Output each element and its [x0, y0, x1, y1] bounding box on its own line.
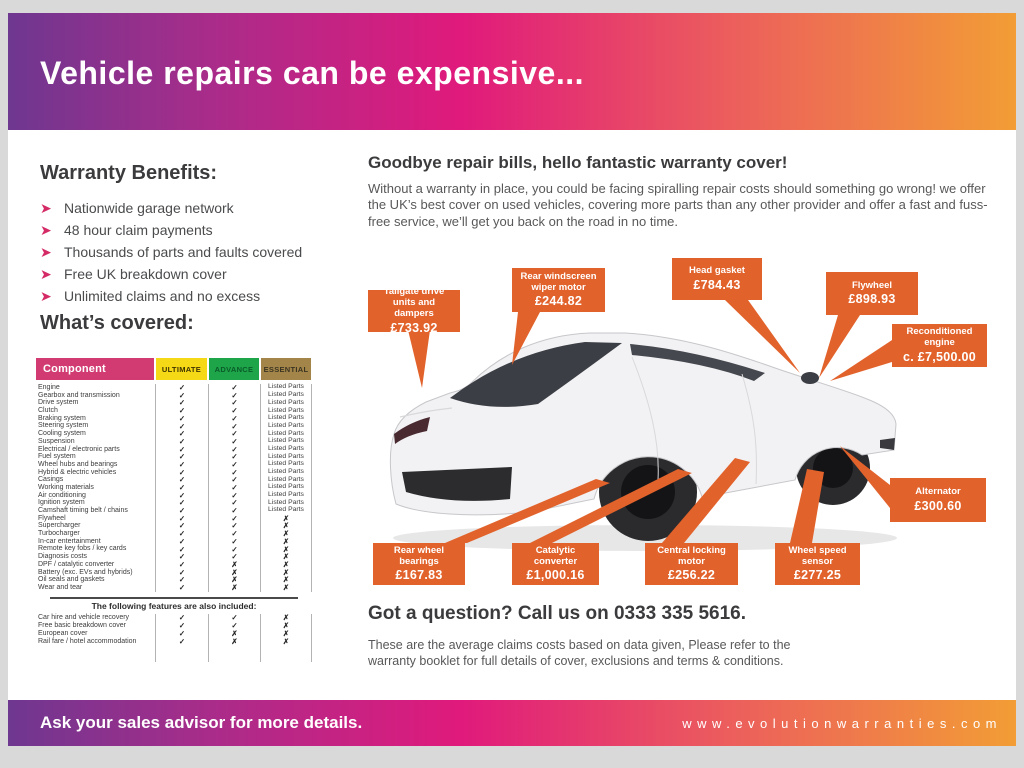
component-name: Fuel system	[38, 453, 76, 461]
check-icon: ✓	[178, 612, 186, 622]
table-row	[36, 522, 312, 530]
check-icon: ✓	[231, 406, 238, 416]
coverage-cell	[260, 584, 312, 592]
cross-icon: ✗	[282, 513, 290, 523]
check-icon: ✓	[231, 452, 238, 462]
benefit-item	[40, 285, 340, 307]
cross-icon: ✗	[282, 521, 290, 531]
page-title: Vehicle repairs can be expensive...	[40, 55, 585, 91]
table-row	[36, 507, 312, 515]
check-icon: ✓	[178, 536, 186, 546]
check-icon: ✓	[231, 475, 238, 485]
callout-catalytic-converter	[512, 543, 599, 585]
check-icon: ✓	[231, 513, 238, 523]
cross-icon: ✗	[231, 567, 238, 577]
check-icon: ✓	[231, 521, 238, 531]
cross-icon: ✗	[282, 636, 290, 646]
listed-parts-label: Listed Parts	[268, 437, 304, 445]
component-name: Camshaft timing belt / chains	[38, 507, 128, 514]
listed-parts-label: Listed Parts	[268, 421, 304, 429]
component-name: Remote key fobs / key cards	[38, 545, 127, 553]
coverage-table-body	[36, 384, 312, 592]
table-row	[36, 614, 312, 622]
check-icon: ✓	[178, 636, 186, 646]
callout-label: Rear windscreen wiper motor	[520, 270, 597, 293]
check-icon: ✓	[178, 467, 186, 477]
benefit-label: 48 hour claim payments	[64, 222, 213, 238]
check-icon: ✓	[178, 582, 186, 592]
coverage-cell	[208, 638, 260, 646]
header-banner	[8, 13, 1016, 130]
cross-icon: ✗	[282, 529, 290, 539]
benefit-item	[40, 241, 340, 263]
component-name: Electrical / electronic parts	[38, 445, 120, 453]
coverage-cell	[155, 584, 208, 592]
check-icon: ✓	[231, 498, 238, 508]
check-icon: ✓	[178, 459, 186, 469]
check-icon: ✓	[178, 506, 186, 516]
check-icon: ✓	[178, 398, 186, 408]
check-icon: ✓	[231, 398, 238, 408]
column-header-ultimate: ULTIMATE	[156, 358, 207, 380]
cross-icon: ✗	[231, 575, 238, 585]
check-icon: ✓	[178, 559, 186, 569]
callout-price: £733.92	[390, 320, 438, 335]
check-icon: ✓	[231, 444, 238, 454]
callout-wheel-speed-sensor	[775, 543, 860, 585]
check-icon: ✓	[178, 452, 186, 462]
component-name: Wear and tear	[38, 583, 83, 591]
callout-price: £167.83	[395, 568, 443, 583]
check-icon: ✓	[178, 544, 186, 554]
benefit-label: Free UK breakdown cover	[64, 266, 227, 282]
question-note: These are the average claims costs based on data given, Please refer to the warranty booklet for full details of cover, exclusions and terms & conditions.	[368, 638, 791, 669]
check-icon: ✓	[178, 383, 186, 393]
table-row	[36, 399, 312, 407]
check-icon: ✓	[178, 490, 186, 500]
coverage-cell	[260, 422, 312, 430]
check-icon: ✓	[231, 390, 238, 400]
promo-paragraph: Without a warranty in place, you could be facing spiralling repair costs should something go wrong! we offer the UK’s best cover on used vehicles, covering more parts than any other provider and offer a fast and fuss-free service, we’ll get you back on the road in no time.	[368, 181, 988, 229]
bullet-arrow-icon: ➤	[40, 266, 52, 282]
component-name: Battery (exc. EVs and hybrids)	[38, 568, 133, 576]
table-row	[36, 622, 312, 630]
table-row	[36, 638, 312, 646]
callout-label: Catalytic converter	[533, 544, 578, 567]
cross-icon: ✗	[282, 567, 290, 577]
column-header-essential: ESSENTIAL	[261, 358, 311, 380]
bullet-arrow-icon: ➤	[40, 244, 52, 260]
check-icon: ✓	[231, 620, 238, 630]
component-name: Supercharger	[38, 522, 81, 530]
component-name: Rail fare / hotel accommodation	[38, 637, 137, 645]
check-icon: ✓	[231, 436, 238, 446]
component-name: Ignition system	[38, 499, 85, 507]
cross-icon: ✗	[282, 536, 290, 546]
callout-price: £300.60	[914, 498, 962, 513]
component-name: Hybrid & electric vehicles	[38, 468, 117, 476]
check-icon: ✓	[178, 475, 186, 485]
benefits-list	[40, 197, 340, 307]
listed-parts-label: Listed Parts	[268, 414, 304, 422]
table-row	[36, 569, 312, 577]
listed-parts-label: Listed Parts	[268, 483, 304, 491]
table-row	[36, 538, 312, 546]
component-name: Turbocharger	[38, 530, 80, 538]
coverage-table-header	[36, 358, 312, 380]
table-row	[36, 630, 312, 638]
callout-label: Reconditioned engine	[906, 326, 973, 348]
check-icon: ✓	[231, 490, 238, 500]
benefits-heading: Warranty Benefits:	[40, 162, 218, 184]
cross-icon: ✗	[282, 544, 290, 554]
listed-parts-label: Listed Parts	[268, 460, 304, 468]
check-icon: ✓	[231, 483, 238, 493]
footer-banner	[8, 700, 1016, 746]
listed-parts-label: Listed Parts	[268, 498, 304, 506]
component-name: European cover	[38, 629, 88, 637]
table-row	[36, 545, 312, 553]
question-heading: Got a question? Call us on 0333 335 5616.	[368, 603, 747, 624]
component-name: Steering system	[38, 422, 89, 430]
component-name: Car hire and vehicle recovery	[38, 613, 130, 621]
bullet-arrow-icon: ➤	[40, 222, 52, 238]
component-name: Gearbox and transmission	[38, 391, 120, 399]
callout-price: £898.93	[848, 292, 896, 307]
listed-parts-label: Listed Parts	[268, 475, 304, 483]
column-header-component: Component	[36, 358, 154, 380]
component-name: Working materials	[38, 483, 94, 491]
check-icon: ✓	[178, 436, 186, 446]
callout-label: Tailgate drive units and dampers	[383, 286, 445, 319]
coverage-cell	[260, 638, 312, 646]
cross-icon: ✗	[282, 628, 290, 638]
component-name: Diagnosis costs	[38, 553, 88, 561]
bullet-arrow-icon: ➤	[40, 288, 52, 304]
component-name: Casings	[38, 476, 64, 484]
benefit-label: Nationwide garage network	[64, 200, 234, 216]
check-icon: ✓	[178, 406, 186, 416]
callout-price: c. £7,500.00	[902, 349, 977, 364]
table-row	[36, 422, 312, 430]
extra-features-body	[36, 614, 312, 646]
callout-label: Flywheel	[851, 279, 893, 291]
check-icon: ✓	[231, 467, 238, 477]
promo-heading: Goodbye repair bills, hello fantastic warranty cover!	[368, 153, 788, 172]
listed-parts-label: Listed Parts	[268, 468, 304, 476]
check-icon: ✓	[231, 529, 238, 539]
check-icon: ✓	[231, 383, 238, 393]
component-name: Oil seals and gaskets	[38, 576, 105, 584]
check-icon: ✓	[178, 413, 186, 423]
component-name: Free basic breakdown cover	[38, 621, 126, 629]
table-row	[36, 515, 312, 523]
listed-parts-label: Listed Parts	[268, 383, 304, 391]
component-name: DPF / catalytic converter	[38, 560, 115, 568]
extra-features-divider	[50, 597, 298, 599]
check-icon: ✓	[231, 552, 238, 562]
check-icon: ✓	[178, 575, 186, 585]
check-icon: ✓	[178, 628, 186, 638]
table-row	[36, 553, 312, 561]
listed-parts-label: Listed Parts	[268, 398, 304, 406]
listed-parts-label: Listed Parts	[268, 452, 304, 460]
benefit-item	[40, 219, 340, 241]
check-icon: ✓	[178, 390, 186, 400]
callout-rear-wheel-bearings	[373, 543, 465, 585]
cross-icon: ✗	[282, 620, 290, 630]
component-name: In-car entertainment	[38, 537, 101, 545]
callout-price: £784.43	[693, 277, 741, 292]
callout-label: Rear wheel bearings	[393, 544, 445, 567]
coverage-cell	[155, 638, 208, 646]
flyer-page	[8, 13, 1016, 746]
component-name: Suspension	[38, 437, 75, 445]
table-row	[36, 530, 312, 538]
check-icon: ✓	[178, 529, 186, 539]
check-icon: ✓	[231, 612, 238, 622]
component-name: Wheel hubs and bearings	[38, 460, 118, 468]
column-header-advance: ADVANCE	[209, 358, 259, 380]
check-icon: ✓	[231, 544, 238, 554]
callout-price: £277.25	[793, 568, 842, 583]
cross-icon: ✗	[231, 559, 238, 569]
callout-label: Head gasket	[689, 265, 745, 277]
coverage-cell	[208, 584, 260, 592]
check-icon: ✓	[231, 536, 238, 546]
benefit-item	[40, 197, 340, 219]
coverage-cell	[260, 399, 312, 407]
component-name: Flywheel	[38, 514, 66, 522]
component-name: Clutch	[38, 407, 58, 415]
listed-parts-label: Listed Parts	[268, 506, 304, 514]
cross-icon: ✗	[282, 612, 290, 622]
callout-price: £256.22	[667, 568, 716, 583]
listed-parts-label: Listed Parts	[268, 406, 304, 414]
check-icon: ✓	[178, 429, 186, 439]
benefit-item	[40, 263, 340, 285]
check-icon: ✓	[231, 459, 238, 469]
callout-price: £244.82	[534, 294, 583, 309]
component-name: Braking system	[38, 414, 86, 422]
callout-rear-windscreen-wiper-motor	[512, 268, 605, 312]
callout-central-locking-motor	[645, 543, 738, 585]
table-row	[36, 561, 312, 569]
check-icon: ✓	[178, 552, 186, 562]
cross-icon: ✗	[282, 552, 290, 562]
table-row	[36, 584, 312, 592]
callout-tailgate-drive-units-and-dampers	[368, 286, 460, 335]
check-icon: ✓	[231, 421, 238, 431]
listed-parts-label: Listed Parts	[268, 491, 304, 499]
benefit-label: Thousands of parts and faults covered	[64, 244, 303, 260]
callout-label: Alternator	[915, 486, 961, 498]
cross-icon: ✗	[231, 636, 238, 646]
check-icon: ✓	[178, 620, 186, 630]
check-icon: ✓	[178, 513, 186, 523]
callout-alternator	[890, 478, 986, 522]
footer-website-url: www.evolutionwarranties.com	[682, 716, 1002, 731]
table-row	[36, 576, 312, 584]
listed-parts-label: Listed Parts	[268, 444, 304, 452]
cross-icon: ✗	[231, 628, 238, 638]
callout-reconditioned-engine	[892, 324, 987, 367]
callout-head-gasket	[672, 258, 762, 300]
callout-price: £1,000.16	[526, 568, 585, 583]
callout-flywheel	[826, 272, 918, 315]
footer-tagline: Ask your sales advisor for more details.	[40, 713, 363, 732]
cross-icon: ✗	[282, 575, 290, 585]
cross-icon: ✗	[282, 559, 290, 569]
table-tail-lines	[36, 646, 312, 662]
check-icon: ✓	[178, 483, 186, 493]
component-name: Air conditioning	[38, 491, 86, 499]
bullet-arrow-icon: ➤	[40, 200, 52, 216]
listed-parts-label: Listed Parts	[268, 391, 304, 399]
extra-features-heading: The following features are also included:	[91, 600, 257, 611]
check-icon: ✓	[178, 421, 186, 431]
callout-label: Wheel speed sensor	[788, 544, 847, 567]
check-icon: ✓	[231, 429, 238, 439]
component-name: Drive system	[38, 399, 79, 407]
component-name: Engine	[38, 384, 60, 391]
check-icon: ✓	[231, 506, 238, 516]
check-icon: ✓	[231, 413, 238, 423]
check-icon: ✓	[178, 444, 186, 454]
benefit-label: Unlimited claims and no excess	[64, 288, 261, 304]
check-icon: ✓	[178, 567, 186, 577]
component-name: Cooling system	[38, 430, 86, 438]
coverage-table	[36, 358, 312, 662]
check-icon: ✓	[178, 521, 186, 531]
listed-parts-label: Listed Parts	[268, 429, 304, 437]
covered-heading: What’s covered:	[40, 312, 194, 334]
callout-label: Central locking motor	[657, 544, 726, 567]
cross-icon: ✗	[282, 582, 290, 592]
cross-icon: ✗	[231, 582, 238, 592]
check-icon: ✓	[178, 498, 186, 508]
